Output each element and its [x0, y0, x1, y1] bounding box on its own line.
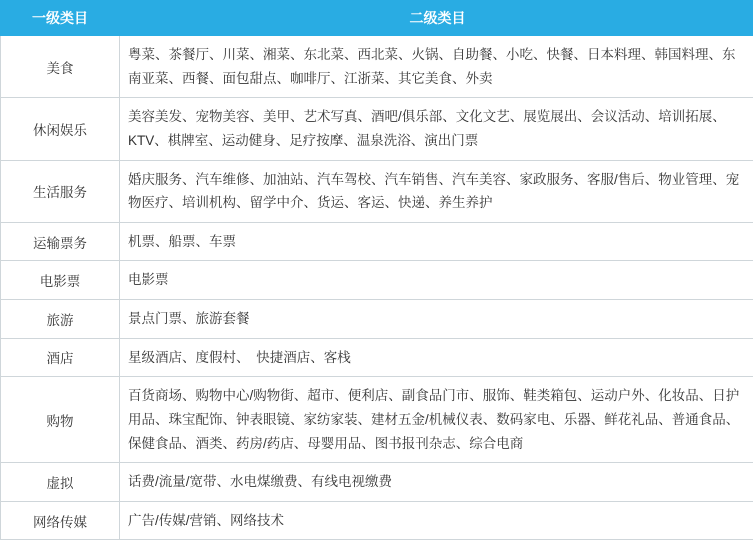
secondary-category-cell: 电影票 — [120, 261, 753, 300]
secondary-category-cell: 景点门票、旅游套餐 — [120, 300, 753, 339]
primary-category-cell: 虚拟 — [1, 463, 120, 502]
secondary-category-cell: 话费/流量/宽带、水电煤缴费、有线电视缴费 — [120, 463, 753, 502]
primary-category-cell: 运输票务 — [1, 222, 120, 261]
table-row — [1, 300, 753, 339]
secondary-category-cell: 机票、船票、车票 — [120, 222, 753, 261]
table-row — [1, 261, 753, 300]
table-body — [1, 36, 753, 540]
table-row — [1, 501, 753, 540]
secondary-category-cell: 广告/传媒/营销、网络技术 — [120, 501, 753, 540]
table-row — [1, 338, 753, 377]
primary-category-cell: 酒店 — [1, 338, 120, 377]
table-row — [1, 377, 753, 463]
secondary-category-cell: 百货商场、购物中心/购物街、超市、便利店、副食品门市、服饰、鞋类箱包、运动户外、化妆品、日护用品、珠宝配饰、钟表眼镜、家纺家装、建材五金/机械仪表、数码家电、乐器、鲜花礼品、普通食品、保健食品、酒类、药房/药店、母婴用品、图书报刊杂志、综合电商 — [120, 377, 753, 463]
secondary-category-cell: 粤菜、茶餐厅、川菜、湘菜、东北菜、西北菜、火锅、自助餐、小吃、快餐、日本料理、韩国料理、东南亚菜、西餐、面包甜点、咖啡厅、江浙菜、其它美食、外卖 — [120, 36, 753, 98]
primary-category-cell: 电影票 — [1, 261, 120, 300]
table-row — [1, 36, 753, 98]
secondary-category-cell: 星级酒店、度假村、 快捷酒店、客栈 — [120, 338, 753, 377]
table-row — [1, 222, 753, 261]
header-secondary-category: 二级类目 — [120, 1, 753, 36]
primary-category-cell: 休闲娱乐 — [1, 98, 120, 160]
primary-category-cell: 生活服务 — [1, 160, 120, 222]
primary-category-cell: 购物 — [1, 377, 120, 463]
primary-category-cell: 网络传媒 — [1, 501, 120, 540]
table-row — [1, 160, 753, 222]
header-primary-category: 一级类目 — [1, 1, 120, 36]
header-row — [1, 1, 753, 36]
primary-category-cell: 旅游 — [1, 300, 120, 339]
primary-category-cell: 美食 — [1, 36, 120, 98]
table-header — [1, 1, 753, 36]
secondary-category-cell: 美容美发、宠物美容、美甲、艺术写真、酒吧/俱乐部、文化文艺、展览展出、会议活动、培训拓展、KTV、棋牌室、运动健身、足疗按摩、温泉洗浴、演出门票 — [120, 98, 753, 160]
table-row — [1, 98, 753, 160]
table-row — [1, 463, 753, 502]
secondary-category-cell: 婚庆服务、汽车维修、加油站、汽车驾校、汽车销售、汽车美容、家政服务、客服/售后、物业管理、宠物医疗、培训机构、留学中介、货运、客运、快递、养生养护 — [120, 160, 753, 222]
